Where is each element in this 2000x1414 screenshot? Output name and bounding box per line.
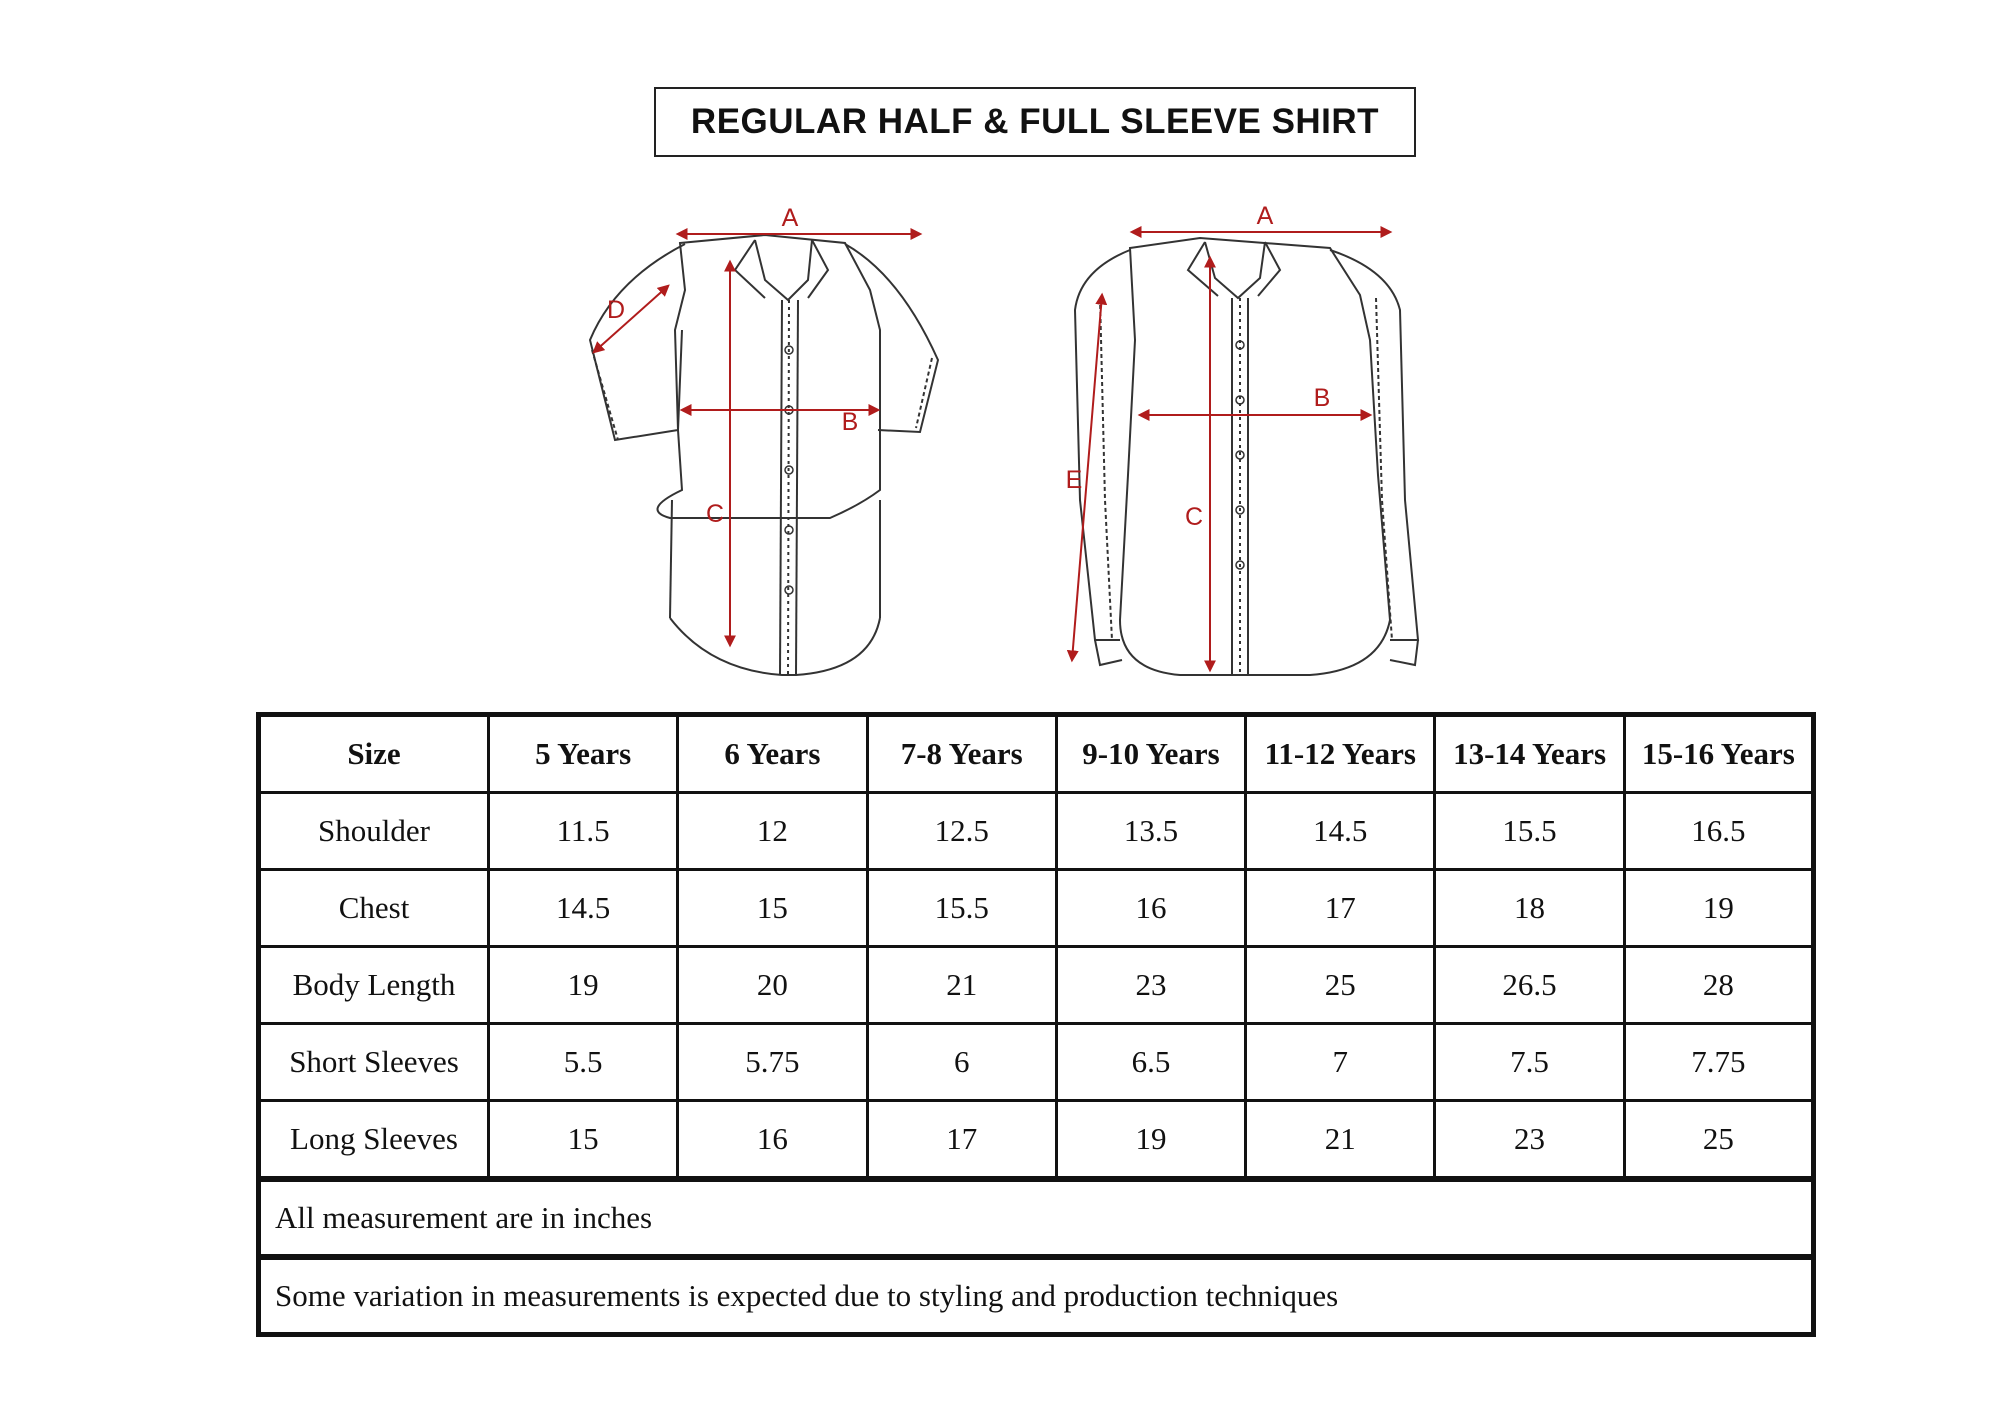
- row-label: Short Sleeves: [259, 1024, 489, 1101]
- table-cell: 25: [1624, 1101, 1813, 1180]
- short-sleeve-shirt-illustration: [590, 235, 938, 675]
- table-cell: 12: [678, 793, 867, 870]
- shirt-diagram-svg: [560, 200, 1460, 690]
- header-cell: 5 Years: [489, 715, 678, 793]
- header-cell: 7-8 Years: [867, 715, 1056, 793]
- long-label-b: B: [1313, 384, 1331, 412]
- note-row: [259, 1179, 1814, 1257]
- table-cell: 12.5: [867, 793, 1056, 870]
- long-label-e: E: [1065, 466, 1083, 494]
- row-label: Chest: [259, 870, 489, 947]
- table-cell: 17: [867, 1101, 1056, 1180]
- row-label: Long Sleeves: [259, 1101, 489, 1180]
- table-cell: 16.5: [1624, 793, 1813, 870]
- table-cell: 14.5: [489, 870, 678, 947]
- header-cell: 13-14 Years: [1435, 715, 1624, 793]
- table-cell: 19: [1624, 870, 1813, 947]
- long-label-c: C: [1184, 503, 1204, 531]
- short-label-b: B: [841, 408, 859, 436]
- short-label-a: A: [781, 204, 799, 232]
- table-header-row: [259, 715, 1814, 793]
- table-cell: 23: [1056, 947, 1245, 1024]
- table-cell: 11.5: [489, 793, 678, 870]
- table-cell: 21: [867, 947, 1056, 1024]
- table-cell: 15.5: [1435, 793, 1624, 870]
- variation-note: Some variation in measurements is expected due to styling and production techniques: [259, 1257, 1814, 1335]
- page-title: REGULAR HALF & FULL SLEEVE SHIRT: [690, 102, 1380, 141]
- table-row: [259, 1101, 1814, 1180]
- table-cell: 15: [678, 870, 867, 947]
- header-cell: 11-12 Years: [1246, 715, 1435, 793]
- row-label: Body Length: [259, 947, 489, 1024]
- table-cell: 6.5: [1056, 1024, 1245, 1101]
- header-cell: 9-10 Years: [1056, 715, 1245, 793]
- long-sleeve-shirt-illustration: [1075, 238, 1418, 675]
- title-box: [654, 87, 1416, 157]
- table-cell: 19: [489, 947, 678, 1024]
- table-row: [259, 1024, 1814, 1101]
- header-cell: 6 Years: [678, 715, 867, 793]
- table-cell: 16: [678, 1101, 867, 1180]
- shirt-diagrams: [560, 200, 1460, 690]
- size-chart-table: [256, 712, 1816, 1337]
- header-cell: Size: [259, 715, 489, 793]
- table-cell: 19: [1056, 1101, 1245, 1180]
- table-cell: 7: [1246, 1024, 1435, 1101]
- table-cell: 7.5: [1435, 1024, 1624, 1101]
- table-cell: 13.5: [1056, 793, 1245, 870]
- table-cell: 6: [867, 1024, 1056, 1101]
- table-cell: 26.5: [1435, 947, 1624, 1024]
- table-cell: 15.5: [867, 870, 1056, 947]
- table-cell: 16: [1056, 870, 1245, 947]
- table-cell: 5.5: [489, 1024, 678, 1101]
- note-row: [259, 1257, 1814, 1335]
- row-label: Shoulder: [259, 793, 489, 870]
- table-cell: 15: [489, 1101, 678, 1180]
- table-row: [259, 793, 1814, 870]
- short-label-d: D: [606, 296, 626, 324]
- table-cell: 7.75: [1624, 1024, 1813, 1101]
- table-row: [259, 947, 1814, 1024]
- table-cell: 23: [1435, 1101, 1624, 1180]
- table-row: [259, 870, 1814, 947]
- table-cell: 28: [1624, 947, 1813, 1024]
- table-cell: 18: [1435, 870, 1624, 947]
- long-label-a: A: [1256, 202, 1274, 230]
- header-cell: 15-16 Years: [1624, 715, 1813, 793]
- table-cell: 17: [1246, 870, 1435, 947]
- table-cell: 20: [678, 947, 867, 1024]
- table-cell: 25: [1246, 947, 1435, 1024]
- measurement-unit-note: All measurement are in inches: [259, 1179, 1814, 1257]
- short-label-c: C: [705, 500, 725, 528]
- table-cell: 14.5: [1246, 793, 1435, 870]
- table-cell: 21: [1246, 1101, 1435, 1180]
- table-cell: 5.75: [678, 1024, 867, 1101]
